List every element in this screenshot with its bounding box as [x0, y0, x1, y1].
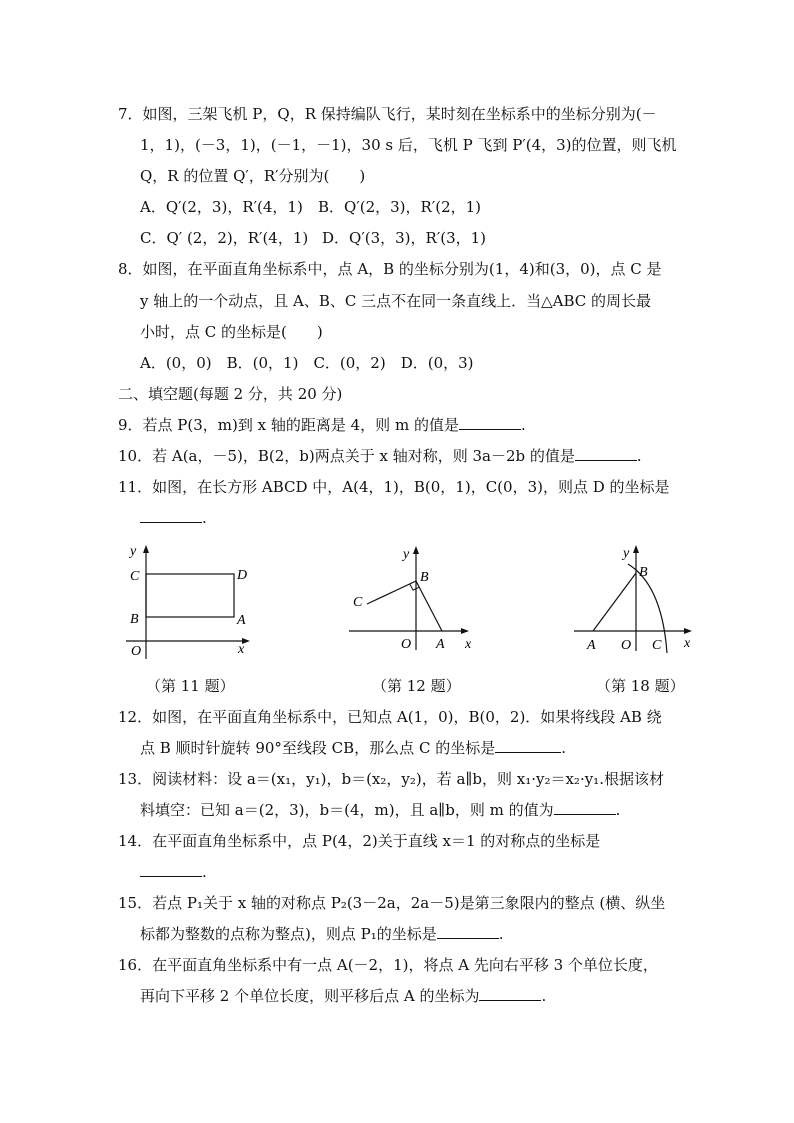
q15-text: 标都为整数的点称为整点)，则点 P₁的坐标是 — [140, 925, 437, 943]
q16-text: 再向下平移 2 个单位长度，则平移后点 A 的坐标为 — [140, 987, 480, 1005]
fig12-y-arrow — [413, 546, 419, 554]
q9-end: . — [520, 416, 526, 434]
q8-line-3: 小时，点 C 的坐标是( ) — [140, 323, 323, 341]
fig12-label-y: y — [403, 547, 410, 562]
q7-option-d: D．Q′(3，3)，R′(3，1) — [322, 229, 487, 247]
q7-option-b: B．Q′(2，3)，R′(2，1) — [318, 198, 482, 216]
fig12-segment-ab — [416, 581, 442, 631]
fig12-caption: （第 12 题） — [372, 677, 461, 695]
q8-line-1: 8．如图，在平面直角坐标系中，点 A，B 的坐标分别为(1，4)和(3，0)，点 C 是 — [118, 260, 662, 278]
q8-line-2: y 轴上的一个动点，且 A、B、C 三点不在同一条直线上．当△ABC 的周长最 — [140, 292, 652, 310]
q15-end: . — [498, 925, 504, 943]
fig11-label-d: D — [237, 568, 248, 583]
fig18-x-arrow — [684, 628, 692, 634]
fig11-y-arrow — [143, 545, 149, 553]
fig18-segment-ab — [593, 573, 636, 631]
q15-line-1: 15．若点 P₁关于 x 轴的对称点 P₂(3－2a，2a－5)是第三象限内的整点 (横、纵坐 — [118, 894, 666, 912]
fig11-label-b: B — [130, 612, 139, 627]
fig12-label-c: C — [353, 595, 363, 610]
q12-line-1: 12．如图，在平面直角坐标系中，已知点 A(1，0)，B(0，2)．如果将线段 AB 绕 — [118, 708, 662, 726]
q13-answer-blank[interactable] — [554, 800, 616, 815]
fig18-label-y: y — [623, 546, 630, 561]
q12-text: 点 B 顺时针旋转 90°至线段 CB，那么点 C 的坐标是 — [140, 739, 496, 757]
q15-line-2 — [140, 924, 504, 944]
q7-option-c: C．Q′ (2，2)，R′(4，1) — [140, 229, 309, 247]
q14-end: . — [202, 863, 207, 881]
fig18-caption: （第 18 题） — [596, 677, 685, 695]
fig11-label-c: C — [130, 569, 140, 584]
fig18-label-o: O — [621, 638, 632, 653]
fig12-x-arrow — [461, 628, 469, 634]
q14-line-1: 14．在平面直角坐标系中，点 P(4，2)关于直线 x＝1 的对称点的坐标是 — [118, 832, 601, 850]
fig12-label-o: O — [401, 637, 412, 652]
q13-line-2 — [140, 800, 620, 820]
q11-line-2 — [140, 508, 207, 528]
q13-end: . — [615, 801, 621, 819]
q10-line — [118, 446, 642, 466]
fig18-label-x: x — [684, 636, 691, 651]
q12-answer-blank[interactable] — [495, 738, 561, 753]
q11-answer-blank[interactable] — [140, 508, 202, 523]
q11-end: . — [202, 509, 207, 527]
fig18-label-c: C — [652, 638, 662, 653]
fig11-label-o: O — [131, 644, 142, 659]
q16-answer-blank[interactable] — [479, 986, 541, 1001]
q7-line-2: 1，1)，(－3，1)，(－1，－1)，30 s 后，飞机 P 飞到 P′(4，3)的位置，则飞机 — [140, 136, 677, 154]
q16-end: . — [541, 987, 547, 1005]
fig18-label-a: A — [587, 638, 596, 653]
q9-line — [118, 415, 526, 435]
q16-line-2 — [140, 986, 546, 1006]
fig11-caption: （第 11 题） — [146, 677, 235, 695]
q14-answer-blank[interactable] — [140, 862, 202, 877]
q10-answer-blank[interactable] — [575, 446, 637, 461]
section-heading: 二、填空题(每题 2 分，共 20 分) — [118, 385, 343, 403]
q7-line-1: 7．如图，三架飞机 P，Q，R 保持编队飞行，某时刻在坐标系中的坐标分别为(－ — [118, 105, 657, 123]
q10-end: . — [636, 447, 642, 465]
figure-11 — [118, 535, 258, 665]
q7-option-a: A．Q′(2，3)，R′(4，1) — [140, 198, 303, 216]
fig11-label-y: y — [130, 544, 137, 559]
fig12-segment-cb — [367, 581, 416, 604]
fig18-label-b: B — [639, 565, 648, 580]
q13-line-1: 13．阅读材料：设 a＝(x₁，y₁)，b＝(x₂，y₂)，若 a∥b，则 x₁·y₂＝x₂·y₁.根据该材 — [118, 770, 664, 788]
q16-line-1: 16．在平面直角坐标系中有一点 A(－2，1)，将点 A 先向右平移 3 个单位长度， — [118, 956, 658, 974]
q11-line-1: 11．如图，在长方形 ABCD 中，A(4，1)，B(0，1)，C(0，3)，则点 D 的坐标是 — [118, 478, 670, 496]
q12-line-2 — [140, 738, 566, 758]
figure-18 — [570, 535, 700, 660]
fig18-y-arrow — [633, 545, 639, 553]
q14-line-2 — [140, 862, 207, 882]
q8-options: A．(0，0) B．(0，1) C．(0，2) D．(0，3) — [140, 354, 474, 372]
q7-line-3: Q，R 的位置 Q′，R′分别为( ) — [140, 167, 366, 185]
fig12-label-x: x — [465, 637, 472, 652]
figure-12 — [345, 540, 480, 655]
fig12-label-a: A — [436, 637, 445, 652]
q9-answer-blank[interactable] — [459, 415, 521, 430]
fig11-label-a: A — [237, 613, 246, 628]
q12-end: . — [561, 739, 566, 757]
q10-text: 10．若 A(a，－5)，B(2，b)两点关于 x 轴对称，则 3a－2b 的值是 — [118, 447, 575, 465]
q13-text: 料填空：已知 a＝(2，3)，b＝(4，m)，且 a∥b，则 m 的值为 — [140, 801, 554, 819]
fig12-label-b: B — [420, 570, 429, 585]
fig11-rectangle — [146, 574, 234, 617]
fig11-label-x: x — [238, 642, 245, 657]
q15-answer-blank[interactable] — [437, 924, 499, 939]
q9-text: 9．若点 P(3，m)到 x 轴的距离是 4，则 m 的值是 — [118, 416, 459, 434]
